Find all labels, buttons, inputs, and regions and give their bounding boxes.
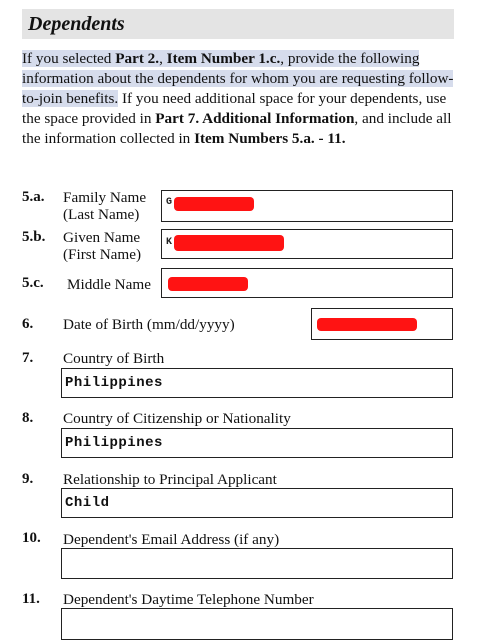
item-number-5a: 5.a. <box>22 189 45 205</box>
item-number-5c: 5.c. <box>22 275 44 291</box>
relationship-label: Relationship to Principal Applicant <box>63 471 277 488</box>
citizenship-value: Philippines <box>65 435 163 451</box>
family-name-label <box>63 189 146 223</box>
redaction-mark <box>174 235 284 251</box>
instructions-text: , and include all the information collected in <box>22 110 452 147</box>
instructions-item-ref: Item Number 1.c. <box>166 50 281 67</box>
date-of-birth-field[interactable] <box>311 308 453 340</box>
instructions-paragraph <box>22 49 462 149</box>
relationship-field[interactable] <box>61 488 453 518</box>
item-number-8: 8. <box>22 410 34 426</box>
phone-field[interactable] <box>61 608 453 640</box>
date-of-birth-label: Date of Birth (mm/dd/yyyy) <box>63 316 235 333</box>
redaction-mark <box>174 197 254 211</box>
instructions-text: , provide the following information about the dependents for whom you are requesting follow-to-join benefits. <box>22 50 454 107</box>
item-number-11: 11. <box>22 591 40 607</box>
redaction-mark <box>317 318 417 331</box>
given-name-label-line1: Given Name <box>63 229 141 246</box>
item-number-10: 10. <box>22 530 41 546</box>
item-number-9: 9. <box>22 471 34 487</box>
citizenship-label: Country of Citizenship or Nationality <box>63 410 291 427</box>
given-name-visible-char: K <box>166 237 173 248</box>
family-name-field[interactable] <box>161 190 453 222</box>
instructions-text: , <box>159 50 167 67</box>
given-name-field[interactable] <box>161 229 453 259</box>
citizenship-field[interactable] <box>61 428 453 458</box>
item-number-5b: 5.b. <box>22 229 46 245</box>
instructions-text: If you need additional space for your dependents, use the space provided in <box>22 90 447 127</box>
instructions-items-ref: Item Numbers 5.a. - 11. <box>194 130 346 147</box>
section-header <box>22 9 454 39</box>
family-name-label-line2: (Last Name) <box>63 206 140 223</box>
middle-name-label: Middle Name <box>67 276 151 293</box>
item-number-7: 7. <box>22 350 34 366</box>
phone-label: Dependent's Daytime Telephone Number <box>63 591 314 608</box>
item-number-6: 6. <box>22 316 34 332</box>
middle-name-field[interactable] <box>161 268 453 298</box>
instructions-text: If you selected <box>22 50 116 67</box>
email-field[interactable] <box>61 548 453 579</box>
instructions-part7-ref: Part 7. Additional Information <box>155 110 355 127</box>
email-label: Dependent's Email Address (if any) <box>63 531 280 548</box>
family-name-label-line1: Family Name <box>63 189 147 206</box>
family-name-visible-char: G <box>166 197 173 208</box>
country-of-birth-field[interactable] <box>61 368 453 398</box>
section-title: Dependents <box>28 12 125 35</box>
relationship-value: Child <box>65 495 110 511</box>
country-of-birth-value: Philippines <box>65 375 163 391</box>
country-of-birth-label: Country of Birth <box>63 350 165 367</box>
instructions-part-ref: Part 2. <box>115 50 160 67</box>
redaction-mark <box>168 277 248 291</box>
given-name-label <box>63 229 141 263</box>
given-name-label-line2: (First Name) <box>63 246 142 263</box>
